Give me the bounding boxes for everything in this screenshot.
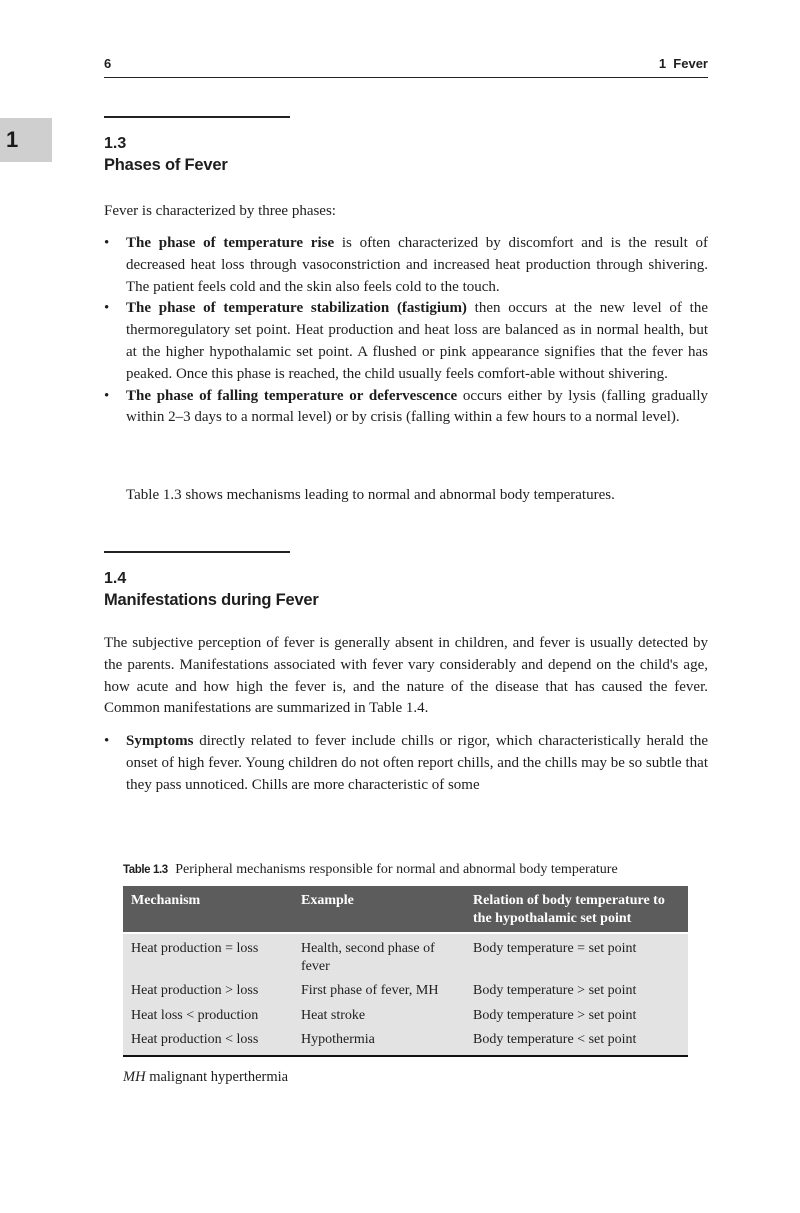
list-item bbox=[104, 386, 708, 430]
bullet-term: Symptoms bbox=[126, 733, 194, 749]
section-rule bbox=[104, 551, 290, 553]
table-cell: Heat loss < production bbox=[123, 1004, 293, 1029]
bullet-text: directly related to fever include chills or rigor, which characteristically herald the onset of high fever. Young children do not often report chills, and the chills may be so subtle that they pass unnoticed. Chills are more characteristic of some bbox=[126, 733, 708, 793]
table-cell: Heat stroke bbox=[293, 1004, 465, 1029]
column-header: Relation of body temperature to the hypothalamic set point bbox=[465, 886, 688, 933]
table-cell: Body temperature > set point bbox=[465, 1004, 688, 1029]
table-caption bbox=[123, 862, 688, 878]
table-cell: Heat production = loss bbox=[123, 933, 293, 979]
footnote-abbreviation: MH bbox=[123, 1068, 146, 1085]
table-row bbox=[123, 979, 688, 1004]
bullet-term: The phase of temperature rise bbox=[126, 235, 335, 251]
bullet-icon: • bbox=[104, 235, 110, 251]
section-paragraph: The subjective perception of fever is generally absent in children, and fever is usually detected by the parents. Manifestations associated with fever vary considerably and depend on the child's age, how acute and how high the fever is, and the nature of the disease that has caused the fever. Common manifestations are summarized in Table 1.4. bbox=[104, 635, 708, 717]
table-caption-text: Peripheral mechanisms responsible for normal and abnormal body temperature bbox=[175, 862, 618, 877]
chapter-tab: 1 bbox=[0, 118, 52, 162]
table-cell: Body temperature > set point bbox=[465, 979, 688, 1004]
table-header-row bbox=[123, 886, 688, 933]
table-footnote bbox=[123, 1069, 688, 1086]
table-row bbox=[123, 1028, 688, 1056]
bullet-icon: • bbox=[104, 300, 110, 317]
column-header: Example bbox=[293, 886, 465, 933]
table-cell: Heat production > loss bbox=[123, 979, 293, 1004]
bullet-icon: • bbox=[104, 387, 110, 404]
table-cell: Heat production < loss bbox=[123, 1028, 293, 1056]
page-number: 6 bbox=[104, 56, 112, 71]
data-table bbox=[123, 886, 688, 1057]
phases-list bbox=[104, 233, 708, 429]
section-rule bbox=[104, 116, 290, 118]
table-cell: Body temperature < set point bbox=[465, 1028, 688, 1056]
table-cell: Health, second phase of fever bbox=[293, 933, 465, 979]
bullet-icon: • bbox=[104, 733, 110, 749]
section-number: 1.4 bbox=[104, 570, 127, 587]
table-row bbox=[123, 1004, 688, 1029]
list-item bbox=[104, 233, 708, 298]
table-row bbox=[123, 933, 688, 979]
section-number: 1.3 bbox=[104, 135, 127, 152]
table-1-3 bbox=[123, 862, 688, 1086]
section-intro: Fever is characterized by three phases: bbox=[104, 203, 336, 219]
section-title: Phases of Fever bbox=[104, 156, 228, 174]
running-title: 1 Fever bbox=[658, 56, 708, 71]
table-cell: Body temperature = set point bbox=[465, 933, 688, 979]
section-closing: Table 1.3 shows mechanisms leading to normal and abnormal body temperatures. bbox=[126, 487, 615, 503]
section-title: Manifestations during Fever bbox=[104, 591, 319, 609]
list-item bbox=[104, 298, 708, 385]
table-label: Table 1.3 bbox=[123, 864, 168, 876]
manifestations-list bbox=[104, 731, 708, 796]
bullet-term: The phase of temperature stabilization (fastigium) bbox=[126, 300, 467, 317]
bullet-text: then occurs at the new level of the thermoregulatory set point. Heat production and heat loss are balanced as in normal health, but at the higher hypothalamic set point. A flushed or pink appearance signifies that the fever has peaked. Once this phase is reached, the child usually feels comfort-able without shivering. bbox=[126, 300, 708, 382]
table-cell: Hypothermia bbox=[293, 1028, 465, 1056]
table-cell: First phase of fever, MH bbox=[293, 979, 465, 1004]
bullet-term: The phase of falling temperature or defervescence bbox=[126, 387, 458, 404]
list-item bbox=[104, 731, 708, 796]
column-header: Mechanism bbox=[123, 886, 293, 933]
bullet-text: occurs either by lysis (falling gradually within 2–3 days to a normal level) or by crisis (falling within a few hours to a normal level). bbox=[126, 387, 708, 426]
footnote-text: malignant hyperthermia bbox=[145, 1068, 289, 1085]
bullet-text: is often characterized by discomfort and is the result of decreased heat loss through vasoconstriction and increased heat production through shivering. The patient feels cold and the skin also feels cold to the touch. bbox=[126, 235, 708, 295]
running-header bbox=[104, 56, 708, 78]
